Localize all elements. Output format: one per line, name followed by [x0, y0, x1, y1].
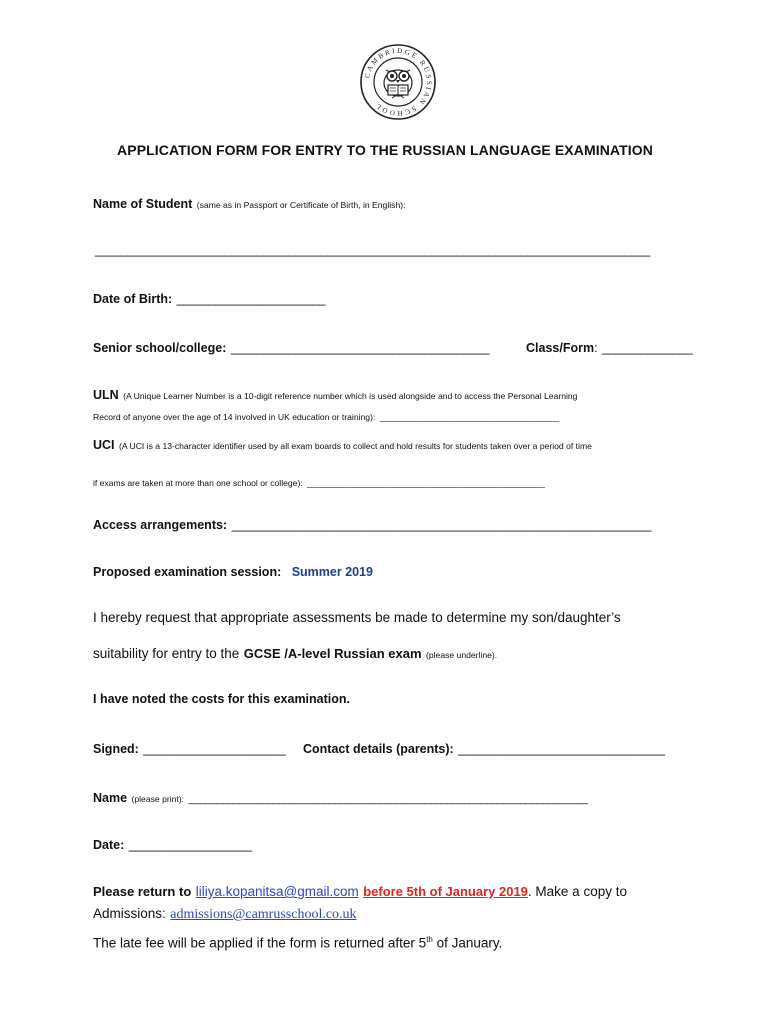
exam-level-choice[interactable]: GCSE /A-level Russian exam: [243, 646, 422, 661]
request-line-2: [93, 645, 497, 663]
class-form-row: [526, 339, 692, 357]
request-line-2-text: suitability for entry to the: [93, 646, 240, 661]
late-fee-note: [93, 935, 502, 951]
session-value: Summer 2019: [291, 565, 374, 579]
uln-row-2: [93, 407, 559, 425]
return-deadline: before 5th of January 2019: [363, 884, 528, 899]
access-field[interactable]: _________________________________________________________________: [231, 518, 651, 532]
uci-description: (A UCI is a 13-character identifier used by all exam boards to collect and hold results for students taken over a period of time: [118, 441, 592, 451]
logo-ring-text: CAMBRIDGE RUSSIAN SCHOOL: [363, 46, 434, 118]
school-label: Senior school/college:: [93, 341, 227, 355]
costs-note: I have noted the costs for this examination.: [93, 692, 350, 706]
access-label: Access arrangements:: [93, 518, 228, 532]
name-print-label: Name: [93, 791, 128, 805]
name-of-student-note: (same as in Passport or Certificate of Birth, in English):: [196, 200, 406, 210]
uln-field[interactable]: ________________________________________: [379, 412, 559, 422]
class-form-label: Class/Form: [526, 341, 595, 355]
signed-row: [93, 740, 285, 758]
uln-row: [93, 386, 577, 404]
name-print-note: (please print):: [131, 794, 185, 804]
uci-description-2: if exams are taken at more than one school or college):: [93, 478, 303, 488]
access-row: [93, 516, 651, 534]
school-field[interactable]: ________________________________________: [230, 341, 489, 355]
uci-row-2: [93, 473, 545, 491]
return-suffix: . Make a copy to: [527, 884, 627, 899]
owl-reading-book-icon: [359, 43, 437, 121]
date-of-birth-field[interactable]: _______________________: [176, 292, 326, 306]
contact-details-field[interactable]: ________________________________: [458, 742, 665, 756]
date-field[interactable]: ___________________: [128, 838, 252, 852]
class-form-field[interactable]: ______________: [602, 341, 693, 355]
request-line-1: I hereby request that appropriate assessments be made to determine my son/daughter’s: [93, 610, 621, 625]
admissions-row: [93, 905, 357, 923]
name-print-row: [93, 789, 587, 807]
uln-description: (A Unique Learner Number is a 10-digit reference number which is used alongside and to access the Personal Learning: [123, 391, 578, 401]
uci-field[interactable]: _____________________________________________________: [307, 478, 545, 488]
name-of-student-field[interactable]: ______________________________________________________________________________________: [95, 243, 650, 257]
return-email-link[interactable]: liliya.kopanitsa@gmail.com: [195, 884, 359, 899]
contact-row: [303, 740, 665, 758]
school-row: [93, 339, 489, 357]
late-fee-text: The late fee will be applied if the form is returned after 5: [93, 935, 427, 951]
class-form-colon: :: [594, 341, 598, 355]
return-prefix: Please return to: [93, 884, 192, 899]
session-label: Proposed examination session:: [93, 565, 282, 579]
late-fee-ordinal: th: [426, 935, 433, 944]
request-line-2-note: (please underline).: [425, 650, 498, 660]
signature-field[interactable]: ______________________: [143, 742, 286, 756]
school-logo: [359, 43, 437, 121]
contact-details-label: Contact details (parents):: [303, 742, 454, 756]
uci-row: [93, 436, 592, 454]
late-fee-text-end: of January.: [432, 935, 503, 951]
name-of-student-label: Name of Student: [93, 197, 193, 211]
return-row: [93, 883, 627, 901]
uln-label: ULN: [93, 388, 119, 402]
admissions-email-link[interactable]: admissions@camrusschool.co.uk: [170, 907, 357, 922]
admissions-label: Admissions:: [93, 906, 166, 921]
session-row: [93, 563, 373, 581]
name-of-student-row: [93, 195, 405, 213]
uln-description-2: Record of anyone over the age of 14 involved in UK education or training):: [93, 412, 376, 422]
name-print-field[interactable]: _______________________________________________________________________: [188, 793, 588, 805]
date-label: Date:: [93, 838, 125, 852]
form-title: APPLICATION FORM FOR ENTRY TO THE RUSSIAN LANGUAGE EXAMINATION: [117, 142, 653, 158]
date-row: [93, 836, 251, 854]
date-of-birth-row: [93, 290, 325, 308]
signed-label: Signed:: [93, 742, 139, 756]
date-of-birth-label: Date of Birth:: [93, 292, 173, 306]
uci-label: UCI: [93, 438, 115, 452]
